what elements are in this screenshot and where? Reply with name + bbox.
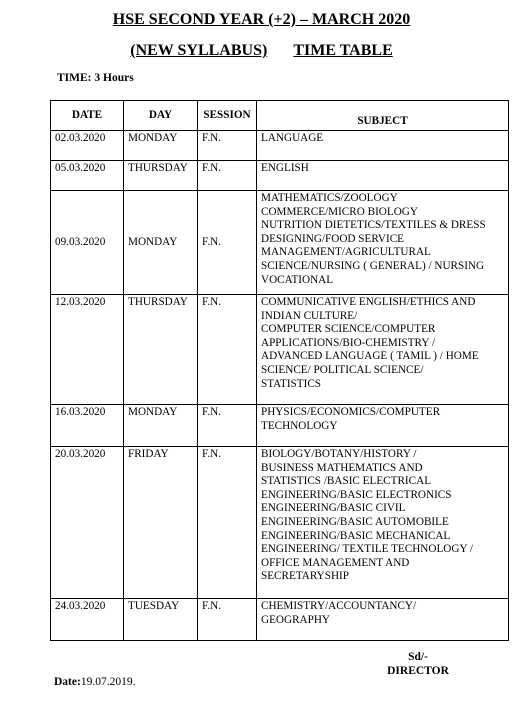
table-row bbox=[51, 131, 509, 161]
subject-line: STATISTICS bbox=[261, 377, 322, 390]
subject-line: SCIENCE/ POLITICAL SCIENCE/ bbox=[261, 363, 424, 376]
cell-date: 24.03.2020 bbox=[51, 599, 124, 641]
exam-duration: TIME: 3 Hours bbox=[57, 72, 134, 84]
cell-session: F.N. bbox=[198, 131, 257, 161]
issue-date-value: 19.07.2019. bbox=[80, 676, 136, 688]
cell-subject bbox=[257, 131, 509, 161]
cell-date: 12.03.2020 bbox=[51, 295, 124, 405]
subject-line: COMPUTER SCIENCE/COMPUTER bbox=[261, 323, 436, 336]
subject-line: COMMERCE/MICRO BIOLOGY bbox=[261, 205, 418, 218]
subject-line: ENGINEERING/ TEXTILE TECHNOLOGY / bbox=[261, 543, 474, 556]
cell-day: FRIDAY bbox=[124, 447, 198, 599]
cell-date: 20.03.2020 bbox=[51, 447, 124, 599]
subject-line: GEOGRAPHY bbox=[261, 613, 330, 626]
subject-line: ENGINEERING/BASIC MECHANICAL bbox=[261, 529, 451, 542]
header-session: SESSION bbox=[198, 101, 257, 131]
cell-date: 05.03.2020 bbox=[51, 161, 124, 191]
subject-line: DESIGNING/FOOD SERVICE bbox=[261, 232, 404, 245]
timetable-label: TIME TABLE bbox=[293, 42, 393, 59]
cell-day: THURSDAY bbox=[124, 295, 198, 405]
subject-line: BUSINESS MATHEMATICS AND bbox=[261, 461, 423, 474]
subject-line: BIOLOGY/BOTANY/HISTORY / bbox=[261, 448, 417, 460]
cell-date: 16.03.2020 bbox=[51, 405, 124, 447]
cell-session: F.N. bbox=[198, 295, 257, 405]
subject-line: CHEMISTRY/ACCOUNTANCY/ bbox=[261, 600, 417, 612]
cell-session: F.N. bbox=[198, 447, 257, 599]
table-row bbox=[51, 295, 509, 405]
cell-subject bbox=[257, 599, 509, 641]
document-subtitle bbox=[0, 42, 523, 60]
cell-subject bbox=[257, 405, 509, 447]
cell-subject bbox=[257, 447, 509, 599]
subject-line: ADVANCED LANGUAGE ( TAMIL ) / HOME bbox=[261, 350, 479, 363]
document-title: HSE SECOND YEAR (+2) – MARCH 2020 bbox=[112, 11, 411, 28]
cell-day: MONDAY bbox=[124, 405, 198, 447]
subject-line: STATISTICS /BASIC ELECTRICAL bbox=[261, 475, 432, 488]
subject-line: SCIENCE/NURSING ( GENERAL) / NURSING bbox=[261, 259, 485, 272]
cell-subject bbox=[257, 161, 509, 191]
exam-timetable bbox=[50, 100, 509, 641]
table-row bbox=[51, 161, 509, 191]
header-day: DAY bbox=[124, 101, 198, 131]
subject-line: LANGUAGE bbox=[261, 132, 324, 144]
cell-date: 09.03.2020 bbox=[51, 191, 124, 295]
subject-line: OFFICE MANAGEMENT AND bbox=[261, 556, 410, 569]
signature-block bbox=[378, 650, 458, 678]
cell-session: F.N. bbox=[198, 161, 257, 191]
table-row bbox=[51, 405, 509, 447]
cell-day: MONDAY bbox=[124, 191, 198, 295]
subject-line: NUTRITION DIETETICS/TEXTILES & DRESS bbox=[261, 219, 486, 232]
cell-session: F.N. bbox=[198, 191, 257, 295]
subject-line: ENGLISH bbox=[261, 162, 309, 174]
cell-session: F.N. bbox=[198, 599, 257, 641]
cell-day: TUESDAY bbox=[124, 599, 198, 641]
subject-line: VOCATIONAL bbox=[261, 273, 334, 286]
signature-mark: Sd/- bbox=[408, 651, 428, 663]
header-date: DATE bbox=[51, 101, 124, 131]
subject-line: PHYSICS/ECONOMICS/COMPUTER bbox=[261, 406, 441, 418]
table-row bbox=[51, 191, 509, 295]
cell-subject bbox=[257, 295, 509, 405]
subject-line: TECHNOLOGY bbox=[261, 419, 338, 432]
cell-day: MONDAY bbox=[124, 131, 198, 161]
table-header-row bbox=[51, 101, 509, 131]
cell-date: 02.03.2020 bbox=[51, 131, 124, 161]
subject-line: ENGINEERING/BASIC ELECTRONICS bbox=[261, 488, 452, 501]
subject-line: MATHEMATICS/ZOOLOGY bbox=[261, 192, 398, 204]
cell-day: THURSDAY bbox=[124, 161, 198, 191]
subject-line: MANAGEMENT/AGRICULTURAL bbox=[261, 246, 431, 259]
signatory-title: DIRECTOR bbox=[387, 665, 449, 677]
issue-date bbox=[54, 676, 135, 688]
subject-line: ENGINEERING/BASIC AUTOMOBILE bbox=[261, 515, 449, 528]
subject-line: SECRETARYSHIP bbox=[261, 570, 350, 583]
subject-line: ENGINEERING/BASIC CIVIL bbox=[261, 502, 406, 515]
issue-date-label: Date: bbox=[54, 676, 81, 688]
cell-session: F.N. bbox=[198, 405, 257, 447]
subject-line: INDIAN CULTURE/ bbox=[261, 309, 358, 322]
subject-line: COMMUNICATIVE ENGLISH/ETHICS AND bbox=[261, 296, 476, 308]
table-row bbox=[51, 599, 509, 641]
header-subject: SUBJECT bbox=[257, 101, 509, 131]
subject-line: APPLICATIONS/BIO-CHEMISTRY / bbox=[261, 336, 435, 349]
cell-subject bbox=[257, 191, 509, 295]
table-row bbox=[51, 447, 509, 599]
table-body bbox=[51, 131, 509, 641]
syllabus-label: (NEW SYLLABUS) bbox=[130, 42, 268, 59]
